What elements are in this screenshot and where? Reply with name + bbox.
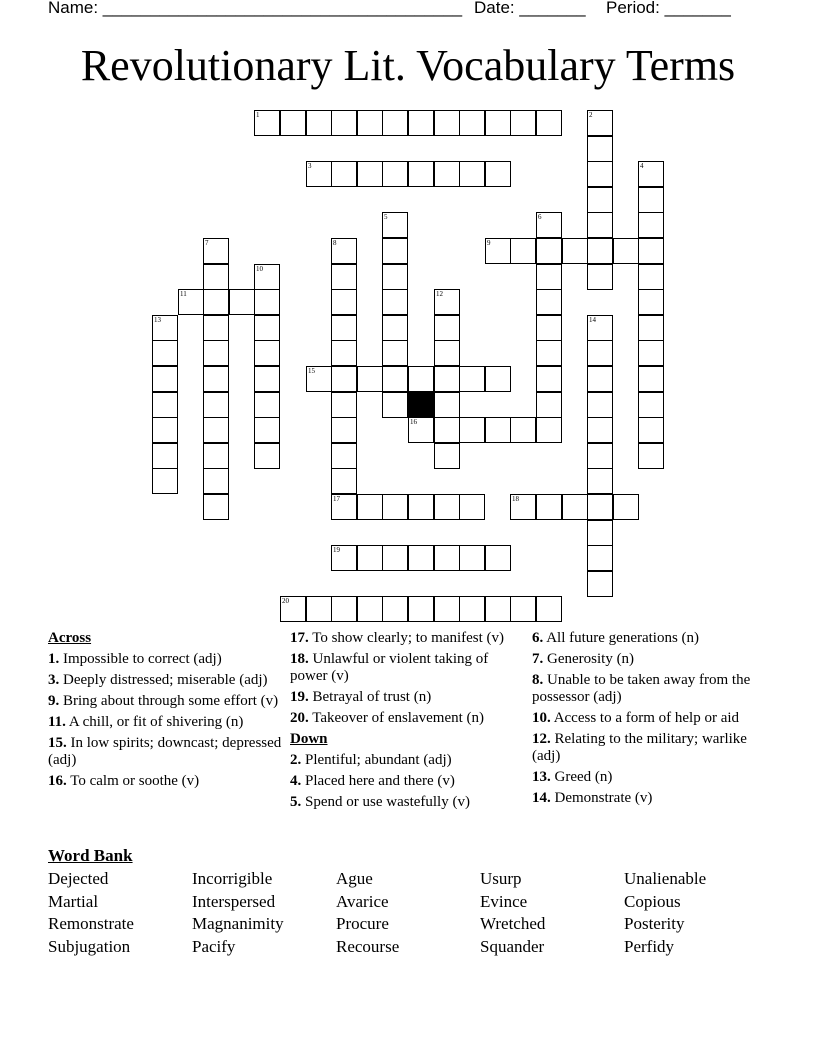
crossword-cell[interactable] [408, 596, 434, 622]
crossword-cell-number: 3 [308, 162, 312, 170]
crossword-cell[interactable] [152, 340, 178, 366]
clue-text: Generosity (n) [547, 651, 635, 667]
clue-number: 20. [290, 710, 309, 726]
crossword-cell[interactable] [382, 545, 408, 571]
crossword-cell[interactable] [408, 545, 434, 571]
clue-down-12 [532, 731, 768, 765]
crossword-cell[interactable] [331, 340, 357, 366]
clue-across-9 [48, 693, 284, 710]
crossword-cell[interactable] [536, 289, 562, 315]
crossword-cell[interactable] [357, 110, 383, 136]
crossword-cell[interactable] [254, 417, 280, 443]
crossword-cell[interactable] [331, 161, 357, 187]
crossword-cell[interactable] [485, 596, 511, 622]
crossword-cell[interactable] [485, 417, 511, 443]
crossword-cell[interactable] [331, 289, 357, 315]
clue-text: In low spirits; downcast; depressed (adj) [48, 735, 282, 768]
crossword-cell[interactable] [638, 340, 664, 366]
date-field[interactable]: Date: _______ [474, 0, 586, 17]
crossword-cell[interactable] [587, 468, 613, 494]
clue-text: Unlawful or violent taking of power (v) [290, 651, 489, 684]
crossword-cell[interactable] [459, 110, 485, 136]
crossword-cell[interactable] [434, 289, 460, 315]
crossword-cell[interactable] [357, 545, 383, 571]
crossword-cell-number: 14 [589, 316, 596, 324]
crossword-cell[interactable] [408, 494, 434, 520]
crossword-cell[interactable] [357, 366, 383, 392]
clue-text: Deeply distressed; miserable (adj) [63, 672, 268, 688]
clue-text: Spend or use wastefully (v) [305, 794, 470, 810]
clue-number: 4. [290, 773, 302, 789]
crossword-cell[interactable] [587, 443, 613, 469]
clue-number: 8. [532, 672, 544, 688]
crossword-cell[interactable] [510, 238, 536, 264]
crossword-cell[interactable] [331, 238, 357, 264]
crossword-cell[interactable] [203, 238, 229, 264]
word-bank-word: Posterity [624, 914, 685, 934]
clue-text: Placed here and there (v) [305, 773, 455, 789]
word-bank-column-1 [48, 868, 134, 959]
crossword-cell[interactable] [382, 392, 408, 418]
crossword-cell[interactable] [587, 494, 613, 520]
clue-text: Impossible to correct (adj) [63, 651, 222, 667]
crossword-cell[interactable] [382, 340, 408, 366]
clue-text: Demonstrate (v) [554, 790, 653, 806]
crossword-cell-number: 4 [640, 162, 644, 170]
crossword-cell[interactable] [459, 494, 485, 520]
crossword-cell[interactable] [280, 596, 306, 622]
crossword-cell[interactable] [203, 417, 229, 443]
crossword-cell[interactable] [203, 494, 229, 520]
clue-text: Bring about through some effort (v) [63, 693, 279, 709]
crossword-cell[interactable] [203, 289, 229, 315]
clue-number: 7. [532, 651, 544, 667]
crossword-cell[interactable] [331, 315, 357, 341]
clue-down-7 [532, 651, 768, 668]
crossword-cell[interactable] [357, 494, 383, 520]
clue-text: To show clearly; to manifest (v) [312, 630, 505, 646]
word-bank-word: Evince [480, 891, 528, 911]
word-bank-word: Interspersed [192, 891, 276, 911]
clues-column-3 [532, 630, 768, 811]
crossword-cell[interactable] [562, 238, 588, 264]
clue-number: 19. [290, 689, 309, 705]
crossword-cell[interactable] [434, 340, 460, 366]
crossword-cell[interactable] [408, 161, 434, 187]
crossword-cell[interactable] [152, 417, 178, 443]
crossword-cell[interactable] [587, 238, 613, 264]
crossword-cell[interactable] [587, 212, 613, 238]
crossword-cell-number: 7 [205, 239, 209, 247]
crossword-cell[interactable] [152, 366, 178, 392]
crossword-cell[interactable] [587, 264, 613, 290]
clue-text: Betrayal of trust (n) [312, 689, 432, 705]
clue-across-1 [48, 651, 284, 668]
clue-down-13 [532, 769, 768, 786]
crossword-cell[interactable] [254, 264, 280, 290]
clue-across-19 [290, 689, 526, 706]
crossword-cell[interactable] [536, 264, 562, 290]
word-bank-word: Procure [336, 914, 389, 934]
crossword-cell[interactable] [536, 417, 562, 443]
crossword-cell[interactable] [459, 545, 485, 571]
word-bank-column-4 [480, 868, 545, 959]
crossword-black-cell [408, 392, 434, 418]
crossword-cell[interactable] [331, 596, 357, 622]
clue-number: 9. [48, 693, 60, 709]
crossword-cell[interactable] [382, 494, 408, 520]
crossword-cell[interactable] [203, 264, 229, 290]
crossword-cell[interactable] [536, 392, 562, 418]
crossword-cell[interactable] [536, 212, 562, 238]
crossword-cell-number: 13 [154, 316, 161, 324]
word-bank-word: Martial [48, 891, 99, 911]
crossword-cell[interactable] [485, 366, 511, 392]
word-bank-column-2 [192, 868, 284, 959]
crossword-cell[interactable] [254, 110, 280, 136]
clue-across-3 [48, 672, 284, 689]
clue-text: To calm or soothe (v) [70, 773, 200, 789]
crossword-cell[interactable] [459, 417, 485, 443]
crossword-cell[interactable] [382, 212, 408, 238]
crossword-cell[interactable] [382, 264, 408, 290]
word-bank-word: Squander [480, 937, 545, 957]
clue-number: 12. [532, 731, 551, 747]
crossword-cell[interactable] [510, 417, 536, 443]
crossword-cell[interactable] [485, 545, 511, 571]
crossword-cell[interactable] [178, 289, 204, 315]
crossword-cell[interactable] [408, 366, 434, 392]
crossword-cell[interactable] [203, 443, 229, 469]
clue-across-18 [290, 651, 526, 685]
word-bank-word: Wretched [480, 914, 546, 934]
crossword-cell[interactable] [203, 315, 229, 341]
crossword-cell[interactable] [382, 366, 408, 392]
crossword-cell[interactable] [434, 545, 460, 571]
crossword-cell-number: 16 [410, 418, 417, 426]
crossword-cell-number: 12 [436, 290, 443, 298]
crossword-cell[interactable] [306, 596, 332, 622]
clue-down-6 [532, 630, 768, 647]
word-bank-word: Incorrigible [192, 869, 273, 888]
clue-text: Access to a form of help or aid [553, 710, 740, 726]
crossword-cell[interactable] [587, 340, 613, 366]
crossword-cell[interactable] [382, 110, 408, 136]
crossword-cell[interactable] [331, 264, 357, 290]
crossword-cell[interactable] [562, 494, 588, 520]
crossword-cell[interactable] [587, 571, 613, 597]
clue-down-2 [290, 752, 526, 769]
crossword-cell[interactable] [254, 366, 280, 392]
crossword-cell-number: 11 [180, 290, 187, 298]
clue-number: 16. [48, 773, 67, 789]
crossword-cell[interactable] [382, 238, 408, 264]
clue-text: All future generations (n) [546, 630, 700, 646]
word-bank-word: Magnanimity [192, 914, 284, 934]
crossword-cell[interactable] [536, 340, 562, 366]
crossword-cell[interactable] [203, 340, 229, 366]
crossword-cell[interactable] [638, 238, 664, 264]
word-bank-word: Perfidy [624, 937, 675, 957]
crossword-cell[interactable] [587, 161, 613, 187]
clue-text: Takeover of enslavement (n) [312, 710, 485, 726]
crossword-cell[interactable] [331, 392, 357, 418]
crossword-cell[interactable] [331, 443, 357, 469]
clue-across-11 [48, 714, 284, 731]
crossword-cell[interactable] [331, 110, 357, 136]
crossword-cell[interactable] [536, 238, 562, 264]
crossword-cell[interactable] [587, 545, 613, 571]
crossword-cell[interactable] [613, 238, 639, 264]
crossword-cell[interactable] [536, 110, 562, 136]
clue-number: 10. [532, 710, 551, 726]
clue-across-20 [290, 710, 526, 727]
crossword-cell[interactable] [434, 494, 460, 520]
clue-number: 5. [290, 794, 302, 810]
clue-text: Plentiful; abundant (adj) [305, 752, 452, 768]
crossword-cell-number: 17 [333, 495, 340, 503]
word-bank-word: Copious [624, 891, 681, 911]
word-bank-word: Remonstrate [48, 914, 134, 934]
crossword-cell[interactable] [638, 187, 664, 213]
crossword-cell[interactable] [434, 110, 460, 136]
crossword-cell[interactable] [587, 187, 613, 213]
crossword-cell[interactable] [382, 315, 408, 341]
crossword-cell[interactable] [587, 110, 613, 136]
crossword-cell[interactable] [152, 392, 178, 418]
crossword-cell[interactable] [638, 212, 664, 238]
clue-down-14 [532, 790, 768, 807]
crossword-cell[interactable] [331, 494, 357, 520]
word-bank-column-3 [336, 868, 399, 959]
crossword-cell[interactable] [485, 161, 511, 187]
crossword-cell[interactable] [638, 289, 664, 315]
crossword-cell[interactable] [536, 366, 562, 392]
crossword-cell[interactable] [306, 110, 332, 136]
word-bank-word: Avarice [336, 891, 389, 911]
crossword-cell[interactable] [382, 289, 408, 315]
crossword-cell[interactable] [587, 136, 613, 162]
crossword-cell[interactable] [638, 161, 664, 187]
crossword-cell[interactable] [357, 596, 383, 622]
crossword-cell[interactable] [434, 596, 460, 622]
crossword-cell[interactable] [254, 315, 280, 341]
crossword-cell-number: 9 [487, 239, 491, 247]
crossword-cell[interactable] [459, 366, 485, 392]
crossword-cell[interactable] [510, 110, 536, 136]
period-field[interactable]: Period: _______ [606, 0, 731, 17]
clue-down-8 [532, 672, 768, 706]
crossword-cell[interactable] [434, 315, 460, 341]
crossword-cell[interactable] [203, 392, 229, 418]
crossword-cell[interactable] [638, 264, 664, 290]
crossword-cell-number: 10 [256, 265, 263, 273]
across-heading: Across [48, 630, 92, 646]
clues-column-2 [290, 630, 526, 815]
down-heading: Down [290, 731, 328, 747]
crossword-cell[interactable] [229, 289, 255, 315]
word-bank-word: Unalienable [624, 869, 707, 888]
crossword-cell[interactable] [280, 110, 306, 136]
crossword-cell[interactable] [331, 545, 357, 571]
crossword-cell[interactable] [536, 494, 562, 520]
crossword-cell[interactable] [306, 366, 332, 392]
crossword-cell-number: 15 [308, 367, 315, 375]
crossword-cell[interactable] [536, 315, 562, 341]
crossword-cell[interactable] [587, 520, 613, 546]
crossword-cell-number: 5 [384, 213, 388, 221]
clue-number: 2. [290, 752, 302, 768]
crossword-cell[interactable] [203, 366, 229, 392]
crossword-cell[interactable] [382, 596, 408, 622]
crossword-cell[interactable] [638, 366, 664, 392]
crossword-cell[interactable] [613, 494, 639, 520]
word-bank-word: Usurp [480, 869, 522, 888]
crossword-cell[interactable] [510, 494, 536, 520]
crossword-cell[interactable] [587, 366, 613, 392]
clue-number: 18. [290, 651, 309, 667]
crossword-cell-number: 8 [333, 239, 337, 247]
crossword-cell[interactable] [152, 315, 178, 341]
crossword-cell-number: 2 [589, 111, 593, 119]
clue-text: Greed (n) [554, 769, 613, 785]
crossword-cell[interactable] [152, 468, 178, 494]
clue-across-16 [48, 773, 284, 790]
word-bank-word: Recourse [336, 937, 400, 957]
crossword-cell[interactable] [331, 468, 357, 494]
crossword-cell[interactable] [152, 443, 178, 469]
crossword-cell[interactable] [638, 417, 664, 443]
page-title: Revolutionary Lit. Vocabulary Terms [80, 41, 736, 90]
word-bank-column-5 [624, 868, 706, 959]
crossword-cell-number: 20 [282, 597, 289, 605]
word-bank-heading: Word Bank [48, 846, 133, 865]
crossword-cell[interactable] [485, 238, 511, 264]
word-bank-word: Pacify [192, 937, 236, 957]
crossword-cell[interactable] [434, 161, 460, 187]
crossword-cell[interactable] [536, 596, 562, 622]
word-bank-word: Ague [336, 869, 373, 888]
crossword-cell[interactable] [638, 392, 664, 418]
crossword-cell-number: 1 [256, 111, 260, 119]
crossword-cell[interactable] [485, 110, 511, 136]
clue-number: 13. [532, 769, 551, 785]
crossword-cell[interactable] [331, 417, 357, 443]
clue-number: 6. [532, 630, 544, 646]
crossword-cell[interactable] [306, 161, 332, 187]
crossword-cell[interactable] [638, 443, 664, 469]
crossword-cell[interactable] [382, 161, 408, 187]
clue-down-4 [290, 773, 526, 790]
clue-number: 1. [48, 651, 60, 667]
name-field[interactable]: Name: ______________________________________ [48, 0, 463, 17]
crossword-cell[interactable] [254, 340, 280, 366]
crossword-cell[interactable] [434, 392, 460, 418]
clue-number: 11. [48, 714, 66, 730]
crossword-cell-number: 19 [333, 546, 340, 554]
clue-number: 14. [532, 790, 551, 806]
clue-number: 3. [48, 672, 60, 688]
crossword-cell[interactable] [434, 366, 460, 392]
crossword-cell[interactable] [254, 443, 280, 469]
crossword-cell[interactable] [408, 110, 434, 136]
crossword-cell[interactable] [638, 315, 664, 341]
clue-text: Unable to be taken away from the possessor (adj) [532, 672, 751, 705]
clue-number: 15. [48, 735, 67, 751]
clues-column-1 [48, 630, 284, 794]
crossword-cell[interactable] [587, 392, 613, 418]
clue-across-17 [290, 630, 526, 647]
word-bank-word: Subjugation [48, 937, 131, 957]
word-bank-word: Dejected [48, 869, 109, 888]
crossword-cell[interactable] [587, 417, 613, 443]
crossword-cell[interactable] [434, 443, 460, 469]
crossword-cell[interactable] [459, 161, 485, 187]
clue-text: A chill, or fit of shivering (n) [68, 714, 244, 730]
clue-across-15 [48, 735, 284, 769]
crossword-cell[interactable] [408, 417, 434, 443]
crossword-cell[interactable] [203, 468, 229, 494]
crossword-cell[interactable] [510, 596, 536, 622]
crossword-cell[interactable] [434, 417, 460, 443]
crossword-cell-number: 18 [512, 495, 519, 503]
crossword-cell[interactable] [587, 315, 613, 341]
crossword-cell[interactable] [254, 392, 280, 418]
crossword-cell[interactable] [357, 161, 383, 187]
crossword-cell[interactable] [331, 366, 357, 392]
clue-text: Relating to the military; warlike (adj) [532, 731, 747, 764]
crossword-cell[interactable] [459, 596, 485, 622]
crossword-cell-number: 6 [538, 213, 542, 221]
clue-number: 17. [290, 630, 309, 646]
crossword-cell[interactable] [254, 289, 280, 315]
clue-down-10 [532, 710, 768, 727]
clue-down-5 [290, 794, 526, 811]
